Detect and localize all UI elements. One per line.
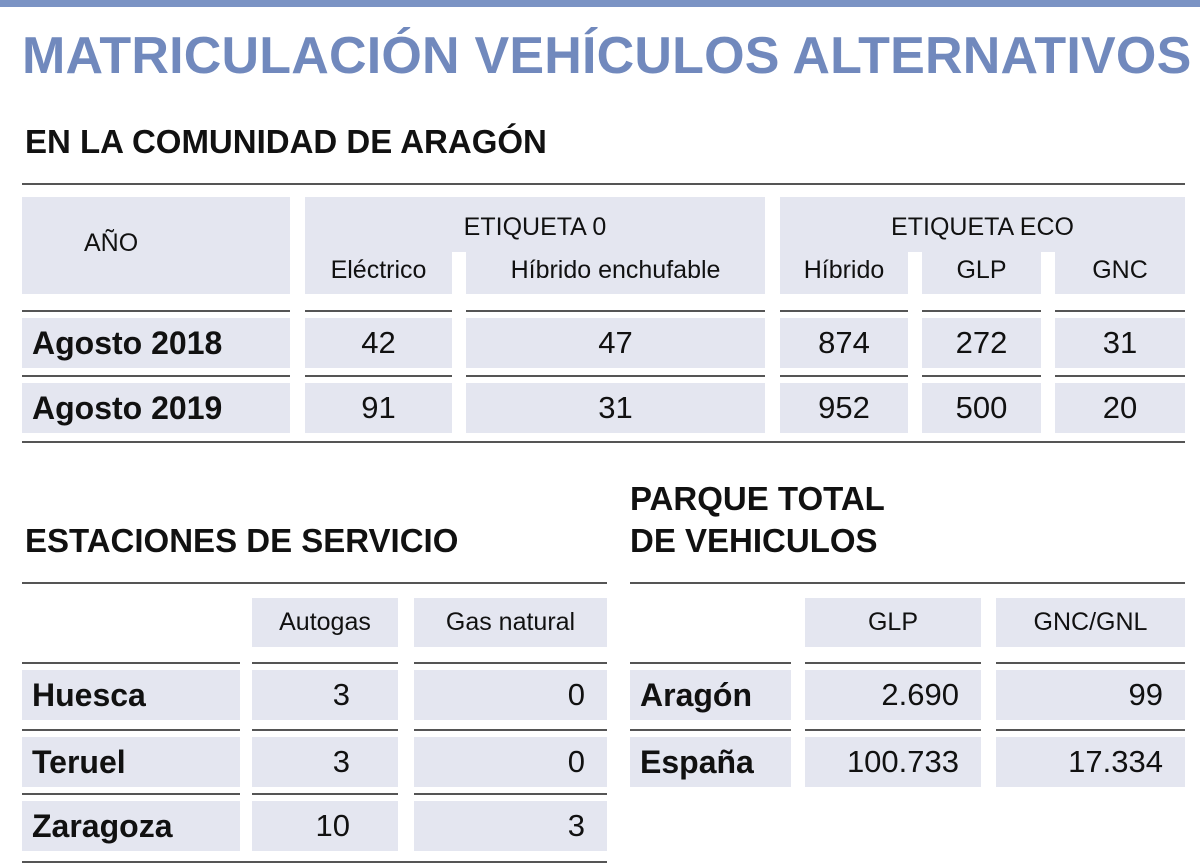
column-header: Gas natural <box>414 598 607 647</box>
row-divider <box>466 310 765 312</box>
divider <box>630 582 1185 584</box>
row-divider <box>22 662 240 664</box>
column-header: GLP <box>805 598 981 647</box>
group-header-etiqueta-0: ETIQUETA 0 <box>463 213 607 241</box>
row-divider <box>305 375 452 377</box>
table-cell: 20 <box>1055 383 1185 433</box>
divider <box>1041 252 1055 294</box>
row-label: Zaragoza <box>22 801 240 851</box>
row-divider <box>1055 375 1185 377</box>
row-divider <box>414 662 607 664</box>
row-divider <box>630 729 791 731</box>
row-divider <box>630 662 791 664</box>
table-cell: 3 <box>252 670 398 720</box>
column-header: Autogas <box>252 598 398 647</box>
main-title: MATRICULACIÓN VEHÍCULOS ALTERNATIVOS <box>22 27 1192 85</box>
column-header: GNC/GNL <box>996 598 1185 647</box>
row-divider <box>996 729 1185 731</box>
table-cell: 17.334 <box>996 737 1185 787</box>
table-cell: 0 <box>414 737 607 787</box>
divider <box>22 582 607 584</box>
column-header: Eléctrico <box>330 256 427 284</box>
table-cell: 31 <box>1055 318 1185 368</box>
row-divider <box>252 793 398 795</box>
row-divider <box>252 729 398 731</box>
row-divider <box>922 375 1041 377</box>
row-divider <box>780 310 908 312</box>
row-divider <box>305 310 452 312</box>
table-cell: 47 <box>466 318 765 368</box>
column-header: GNC <box>1092 256 1148 284</box>
row-divider <box>22 375 290 377</box>
row-divider <box>466 375 765 377</box>
section1-heading: EN LA COMUNIDAD DE ARAGÓN <box>25 123 547 160</box>
divider <box>22 861 607 863</box>
table-cell: 31 <box>466 383 765 433</box>
divider <box>452 252 466 294</box>
divider <box>22 183 1185 185</box>
table-cell: 10 <box>252 801 398 851</box>
divider <box>22 441 1185 443</box>
row-label: Teruel <box>22 737 240 787</box>
column-header: GLP <box>956 256 1007 284</box>
table-cell: 500 <box>922 383 1041 433</box>
column-header: Híbrido <box>803 256 885 284</box>
row-divider <box>922 310 1041 312</box>
section3-heading-line2: DE VEHICULOS <box>630 522 878 559</box>
table-cell: 874 <box>780 318 908 368</box>
row-divider <box>1055 310 1185 312</box>
row-divider <box>414 793 607 795</box>
row-divider <box>22 310 290 312</box>
row-label: Agosto 2019 <box>22 383 290 433</box>
year-header: AÑO <box>22 197 290 294</box>
row-label: España <box>630 737 791 787</box>
row-divider <box>22 793 240 795</box>
row-divider <box>414 729 607 731</box>
row-label: Agosto 2018 <box>22 318 290 368</box>
top-accent-bar <box>0 0 1200 7</box>
column-header: Híbrido enchufable <box>510 256 721 284</box>
row-divider <box>996 662 1185 664</box>
table-cell: 100.733 <box>805 737 981 787</box>
section3-heading-line1: PARQUE TOTAL <box>630 480 885 517</box>
table-cell: 91 <box>305 383 452 433</box>
table-cell: 2.690 <box>805 670 981 720</box>
row-divider <box>780 375 908 377</box>
table-cell: 272 <box>922 318 1041 368</box>
row-divider <box>805 729 981 731</box>
row-divider <box>805 662 981 664</box>
table-cell: 99 <box>996 670 1185 720</box>
table-cell: 42 <box>305 318 452 368</box>
row-label: Huesca <box>22 670 240 720</box>
row-label: Aragón <box>630 670 791 720</box>
table-cell: 3 <box>252 737 398 787</box>
row-divider <box>252 662 398 664</box>
section2-heading: ESTACIONES DE SERVICIO <box>25 522 459 559</box>
table-cell: 0 <box>414 670 607 720</box>
table-cell: 952 <box>780 383 908 433</box>
table-cell: 3 <box>414 801 607 851</box>
group-header-etiqueta-eco: ETIQUETA ECO <box>891 213 1074 241</box>
divider <box>908 252 922 294</box>
row-divider <box>22 729 240 731</box>
